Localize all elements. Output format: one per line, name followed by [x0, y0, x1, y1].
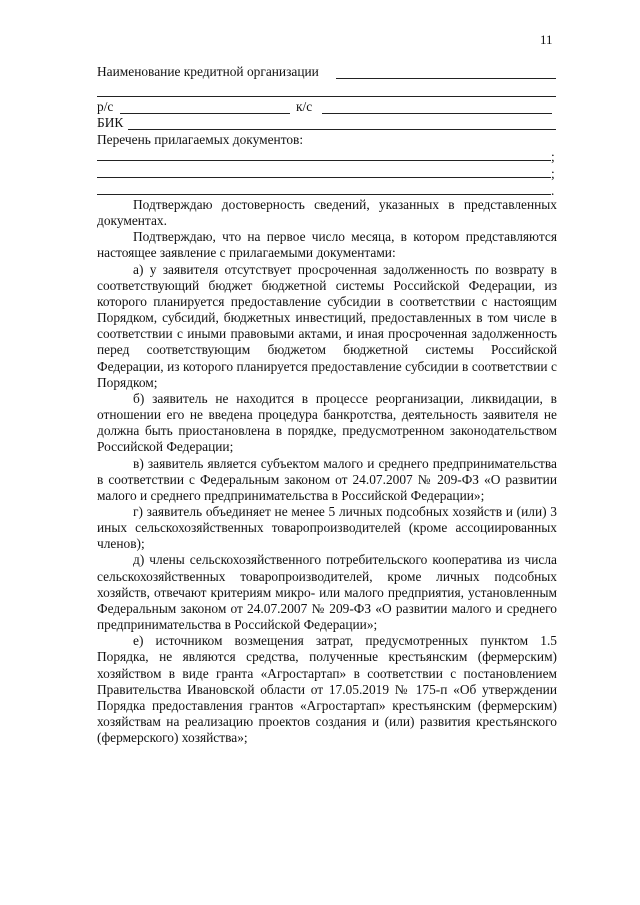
org-blank-line [336, 78, 556, 79]
paragraph-item-g: г) заявитель объединяет не менее 5 личных подсобных хозяйств и (или) 3 иных сельскохозяйственных товаропроизводителей (кроме ассоциированных членов); [97, 503, 557, 552]
rs-blank-line [120, 113, 290, 114]
org-blank-line-2 [97, 96, 556, 97]
ks-label: к/с [296, 99, 313, 114]
bik-label: БИК [97, 115, 124, 130]
docs-line-end-2: ; [551, 166, 555, 181]
paragraph-item-a: а) у заявителя отсутствует просроченная задолженность по возврату в соответствующий бюджет бюджетной системы Российской Федерации, из которого планируется предоставление субсидии в соответствии с настоящим Порядком, субсидий, бюджетных инвестиций, предоставленных в том числе в соответствии с иными правовыми актами, и иная просроченная задолженность перед соответствующим бюджетом бюджетной системы Российской Федерации, из которого планируется предоставление субсидии в соответствии с Порядком; [97, 261, 557, 390]
declaration-body [97, 197, 557, 746]
docs-line-end-1: ; [551, 149, 555, 164]
docs-line-end-3: . [551, 183, 555, 198]
paragraph-item-b: б) заявитель не находится в процессе реорганизации, ликвидации, в отношении его не введена процедура банкротства, деятельность заявителя не должна быть приостановлена в порядке, предусмотренном законодательством Российской Федерации; [97, 390, 557, 455]
paragraph-confirm-accuracy: Подтверждаю достоверность сведений, указанных в представленных документах. [97, 197, 557, 229]
bik-blank-line [128, 129, 556, 130]
paragraph-item-d: д) члены сельскохозяйственного потребительского кооператива из числа сельскохозяйственных товаропроизводителей, кроме личных подсобных хозяйств, отвечают критериям микро- или малого предприятия, установленным Федеральным законом от 24.07.2007 № 209-ФЗ «О развитии малого и среднего предпринимательства в Российской Федерации»; [97, 552, 557, 633]
rs-label: р/с [97, 99, 114, 114]
docs-blank-line-3 [97, 194, 551, 195]
page-number: 11 [540, 32, 553, 47]
org-label: Наименование кредитной организации [97, 64, 319, 79]
docs-blank-line-1 [97, 160, 551, 161]
paragraph-item-v: в) заявитель является субъектом малого и среднего предпринимательства в соответствии с Федеральным законом от 24.07.2007 № 209-ФЗ «О развитии малого и среднего предпринимательства в Российской Федерации»; [97, 455, 557, 503]
paragraph-confirm-intro: Подтверждаю, что на первое число месяца, в котором представляются настоящее заявление с прилагаемыми документами: [97, 229, 557, 261]
docs-label: Перечень прилагаемых документов: [97, 132, 304, 147]
paragraph-item-e: е) источником возмещения затрат, предусмотренных пунктом 1.5 Порядка, не являются средства, полученные крестьянским (фермерским) хозяйством в виде гранта «Агростартап» в соответствии с постановлением Правительства Ивановской области от 17.05.2019 № 175-п «Об утверждении Порядка предоставления грантов «Агростартап» крестьянским (фермерским) хозяйствам на реализацию проектов создания и (или) развития крестьянского (фермерского) хозяйства»; [97, 633, 557, 746]
ks-blank-line [322, 113, 552, 114]
docs-blank-line-2 [97, 177, 551, 178]
